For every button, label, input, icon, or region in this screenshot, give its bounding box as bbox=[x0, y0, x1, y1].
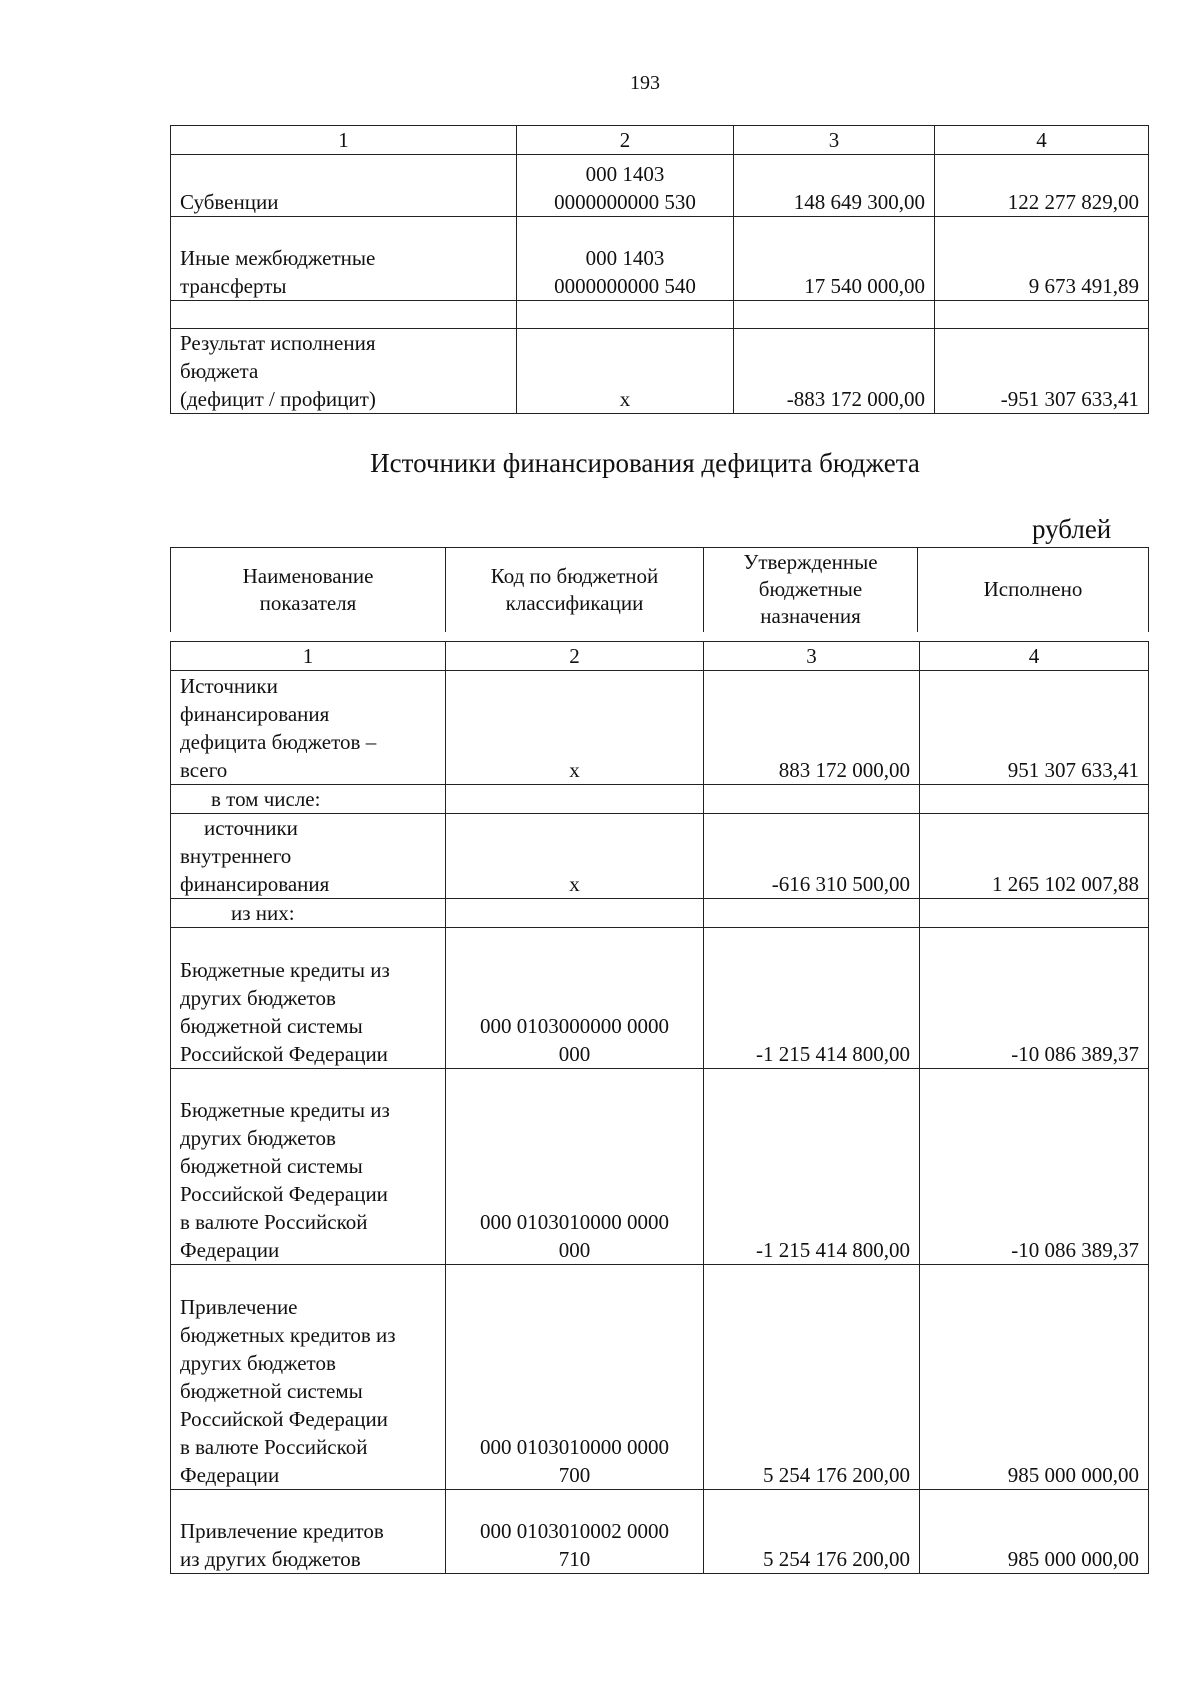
row-executed: 1 265 102 007,88 bbox=[920, 814, 1149, 899]
row-approved bbox=[704, 899, 920, 928]
row-name: Привлечение кредитов из других бюджетов bbox=[171, 1490, 446, 1574]
table-row bbox=[171, 814, 1149, 899]
row-approved bbox=[734, 301, 935, 329]
table-row bbox=[171, 1069, 1149, 1265]
row-name: Бюджетные кредиты из других бюджетов бюджетной системы Российской Федерации в валюте Российской Федерации bbox=[171, 1069, 446, 1265]
column-number: 4 bbox=[920, 642, 1149, 671]
row-name bbox=[171, 301, 517, 329]
column-number: 2 bbox=[517, 126, 734, 155]
table-header-row bbox=[171, 642, 1149, 671]
table-header-row bbox=[171, 126, 1149, 155]
table-row bbox=[171, 671, 1149, 785]
row-name: Источники финансирования дефицита бюджетов – всего bbox=[171, 671, 446, 785]
row-approved: -883 172 000,00 bbox=[734, 329, 935, 414]
row-name: из них: bbox=[171, 899, 446, 928]
row-code: 000 0103000000 0000 000 bbox=[446, 928, 704, 1069]
row-name: Результат исполнения бюджета (дефицит / профицит) bbox=[171, 329, 517, 414]
row-approved: 5 254 176 200,00 bbox=[704, 1490, 920, 1574]
row-name bbox=[171, 814, 446, 899]
row-code: 000 0103010002 0000 710 bbox=[446, 1490, 704, 1574]
sources-table bbox=[170, 641, 1149, 1574]
units-label: рублей bbox=[1032, 514, 1112, 544]
row-name: в том числе: bbox=[171, 785, 446, 814]
table-row bbox=[171, 155, 1149, 217]
row-executed bbox=[935, 301, 1149, 329]
row-executed: -951 307 633,41 bbox=[935, 329, 1149, 414]
row-executed bbox=[920, 785, 1149, 814]
row-name: Субвенции bbox=[171, 155, 517, 217]
table-row-empty bbox=[171, 301, 1149, 329]
row-name: Привлечение бюджетных кредитов из других бюджетов бюджетной системы Российской Федерации в валюте Российской Федерации bbox=[171, 1265, 446, 1490]
top-table bbox=[170, 125, 1149, 414]
column-header-row bbox=[171, 548, 1149, 632]
column-number: 1 bbox=[171, 126, 517, 155]
column-number: 3 bbox=[734, 126, 935, 155]
row-approved: -616 310 500,00 bbox=[704, 814, 920, 899]
row-executed: 951 307 633,41 bbox=[920, 671, 1149, 785]
column-number: 1 bbox=[171, 642, 446, 671]
header-executed: Исполнено bbox=[918, 548, 1149, 632]
page-number: 193 bbox=[630, 72, 660, 94]
row-approved: 148 649 300,00 bbox=[734, 155, 935, 217]
row-code: 000 0103010000 0000 700 bbox=[446, 1265, 704, 1490]
row-executed: 985 000 000,00 bbox=[920, 1490, 1149, 1574]
section-title: Источники финансирования дефицита бюджета bbox=[370, 448, 920, 478]
row-approved: 5 254 176 200,00 bbox=[704, 1265, 920, 1490]
row-approved: 17 540 000,00 bbox=[734, 217, 935, 301]
row-code: 000 1403 0000000000 530 bbox=[517, 155, 734, 217]
header-approved: Утвержденные бюджетные назначения bbox=[704, 548, 918, 632]
row-name-text: источники внутреннего финансирования bbox=[180, 816, 330, 896]
table-row bbox=[171, 1265, 1149, 1490]
row-approved: -1 215 414 800,00 bbox=[704, 928, 920, 1069]
row-code: x bbox=[446, 671, 704, 785]
table-row bbox=[171, 329, 1149, 414]
column-header-table bbox=[170, 547, 1149, 632]
row-executed bbox=[920, 899, 1149, 928]
table-row bbox=[171, 1490, 1149, 1574]
row-code bbox=[446, 785, 704, 814]
column-number: 2 bbox=[446, 642, 704, 671]
row-approved bbox=[704, 785, 920, 814]
table-row bbox=[171, 899, 1149, 928]
row-code bbox=[446, 899, 704, 928]
row-approved: 883 172 000,00 bbox=[704, 671, 920, 785]
header-name: Наименование показателя bbox=[171, 548, 446, 632]
row-executed: -10 086 389,37 bbox=[920, 928, 1149, 1069]
row-code: x bbox=[446, 814, 704, 899]
row-executed: 9 673 491,89 bbox=[935, 217, 1149, 301]
row-executed: 985 000 000,00 bbox=[920, 1265, 1149, 1490]
table-row bbox=[171, 785, 1149, 814]
row-name: Иные межбюджетные трансферты bbox=[171, 217, 517, 301]
row-code: 000 0103010000 0000 000 bbox=[446, 1069, 704, 1265]
row-code: 000 1403 0000000000 540 bbox=[517, 217, 734, 301]
row-executed: 122 277 829,00 bbox=[935, 155, 1149, 217]
row-approved: -1 215 414 800,00 bbox=[704, 1069, 920, 1265]
header-code: Код по бюджетной классификации bbox=[446, 548, 704, 632]
row-code bbox=[517, 301, 734, 329]
column-number: 4 bbox=[935, 126, 1149, 155]
table-row bbox=[171, 217, 1149, 301]
row-code: x bbox=[517, 329, 734, 414]
table-row bbox=[171, 928, 1149, 1069]
row-name: Бюджетные кредиты из других бюджетов бюджетной системы Российской Федерации bbox=[171, 928, 446, 1069]
row-executed: -10 086 389,37 bbox=[920, 1069, 1149, 1265]
column-number: 3 bbox=[704, 642, 920, 671]
